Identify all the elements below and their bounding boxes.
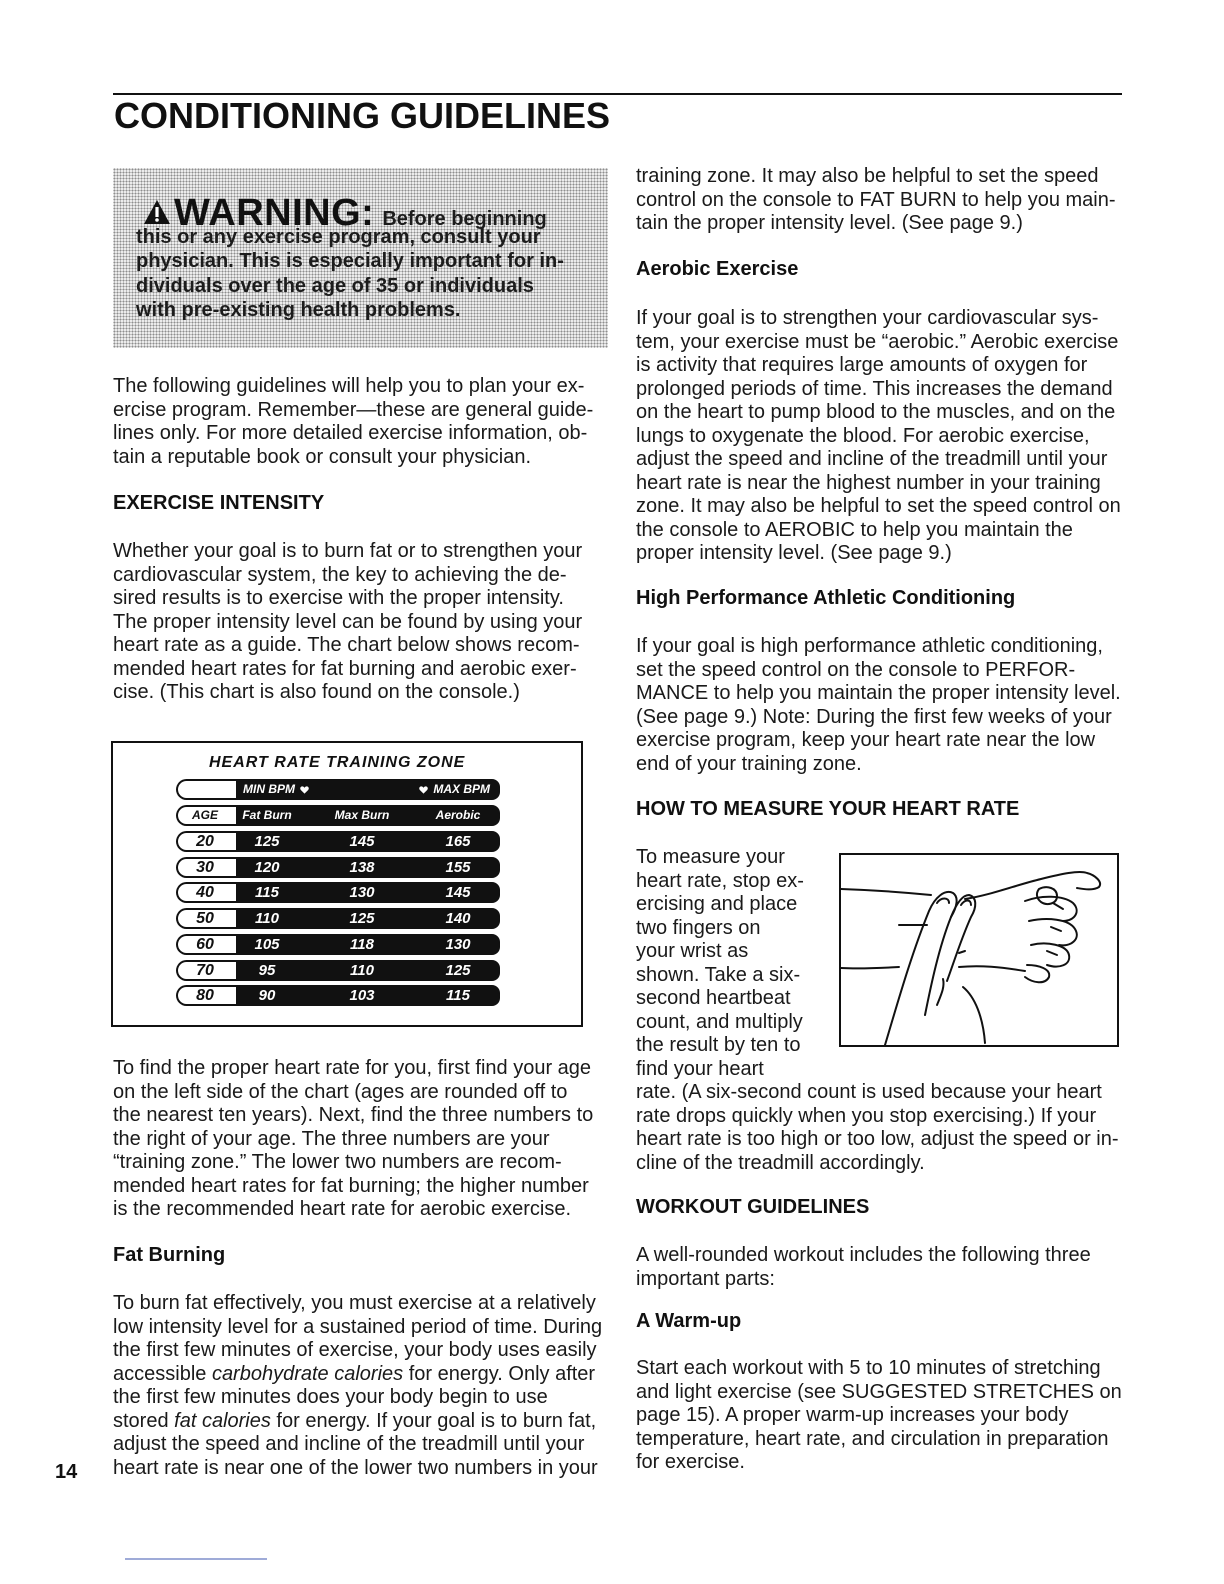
aerobic-exercise-heading: Aerobic Exercise: [636, 258, 799, 280]
max-burn-header: Max Burn: [334, 808, 390, 822]
heart-icon: [419, 786, 428, 794]
age-value: 40: [176, 882, 238, 903]
max-burn-value: 138: [349, 858, 375, 876]
values-bar: [236, 882, 500, 903]
fat-burn-value: 90: [258, 987, 276, 1005]
warning-label: WARNING:: [174, 192, 375, 234]
values-bar: [236, 985, 500, 1006]
chart-row: [176, 960, 500, 981]
workout-guidelines-heading: WORKOUT GUIDELINES: [636, 1196, 870, 1218]
warm-up-paragraph: Start each workout with 5 to 10 minutes of stretching and light exercise (see SUGGESTED STRETCHES on page 15). A proper warm-up increases your body temperature, heart rate, and circulation in preparation for exercise.: [636, 1357, 1122, 1473]
age-value: 60: [176, 934, 238, 955]
max-burn-value: 103: [349, 987, 375, 1005]
fat-burn-value: 125: [254, 833, 280, 850]
page-number: 14: [55, 1461, 78, 1483]
max-burn-value: 145: [349, 833, 375, 850]
high-performance-heading: High Performance Athletic Conditioning: [636, 587, 1016, 609]
aerobic-value: 155: [445, 858, 471, 876]
values-bar: [236, 960, 500, 981]
age-value: 80: [176, 985, 238, 1006]
aerobic-value: 115: [446, 987, 470, 1005]
page-title: CONDITIONING GUIDELINES: [114, 95, 611, 136]
max-burn-value: 110: [350, 961, 374, 979]
age-value: 30: [176, 857, 238, 878]
max-burn-value: 130: [349, 884, 375, 902]
heart-icon: [300, 786, 309, 794]
fat-burn-value: 110: [255, 910, 279, 928]
fat-burn-value: 105: [254, 935, 280, 953]
chart-row: [176, 908, 500, 929]
aerobic-value: 165: [445, 833, 471, 850]
chart-row: [176, 857, 500, 878]
max-bpm-group: [414, 779, 490, 800]
chart-row: [176, 882, 500, 903]
age-value: 20: [176, 831, 238, 852]
intro-paragraph: The following guidelines will help you to plan your ex- ercise program. Remember—these are general guide- lines only. For more detailed exercise information, ob- tain a reputable book or consult your physician.: [113, 375, 594, 468]
measure-heart-rate-heading: HOW TO MEASURE YOUR HEART RATE: [636, 798, 1020, 820]
warning-box: [113, 168, 608, 348]
chart-row: [176, 934, 500, 955]
values-bar: [236, 934, 500, 955]
chart-row: [176, 985, 500, 1006]
fat-burning-text: for energy. Only after the first few minutes does your body begin to use stored: [113, 1362, 596, 1432]
min-bpm-group: [243, 779, 314, 800]
fat-burn-header: Fat Burn: [242, 808, 292, 822]
high-performance-paragraph: If your goal is high performance athletic conditioning, set the speed control on the console to PERFOR- MANCE to help you maintain the proper intensity level. (See page 9.) Note: During the first few weeks of your exercise program, keep your heart rate near the low end of your training zone.: [636, 635, 1121, 775]
aerobic-value: 140: [445, 910, 471, 928]
fat-calories-emphasis: fat calories: [174, 1409, 271, 1432]
wrist-pulse-illustration: [839, 853, 1119, 1047]
measure-heart-rate-paragraph: To measure your heart rate, stop ex- ercising and place two fingers on your wrist as shown. Take a six- second heartbeat count, and multiply the result by ten to find your heart rate. (A six-second count is used because your heart rate drops quickly when you stop exercising.) If your heart rate is too high or too low, adjust the speed or in- cline of the treadmill accordingly.: [636, 846, 1119, 1174]
fat-burning-heading: Fat Burning: [113, 1244, 226, 1266]
aerobic-exercise-paragraph: If your goal is to strengthen your cardiovascular sys- tem, your exercise must be “aerobic.” Aerobic exercise is activity that requires large amounts of oxygen for prolonged periods of time. This increases the demand on the heart to pump blood to the muscles, and on the lungs to oxygenate the blood. For aerobic exercise, adjust the speed and incline of the treadmill until your heart rate is near the highest number in your training zone. It may also be helpful to set the speed control on the console to AEROBIC to help you maintain the proper intensity level. (See page 9.): [636, 307, 1121, 564]
exercise-intensity-paragraph: Whether your goal is to burn fat or to strengthen your cardiovascular system, the key to achieving the de- sired results is to exercise with the proper intensity. The proper intensity level can be found by using your heart rate as a guide. The chart below shows recom- mended heart rates for fat burning and aerobic exer- cise. (This chart is also found on the console.): [113, 540, 583, 703]
max-burn-value: 118: [350, 935, 374, 953]
warning-triangle-icon: [143, 199, 171, 225]
age-value: 50: [176, 908, 238, 929]
aerobic-value: 145: [445, 884, 471, 902]
max-bpm-label: MAX BPM: [433, 782, 490, 796]
carbohydrate-calories-emphasis: carbohydrate calories: [211, 1362, 404, 1385]
aerobic-value: 125: [445, 961, 471, 979]
header-bar: [236, 805, 500, 826]
chart-row: [176, 831, 500, 852]
training-zone-continued-paragraph: training zone. It may also be helpful to set the speed control on the console to FAT BURN to help you main- tain the proper intensity level. (See page 9.): [636, 165, 1116, 234]
warning-body: this or any exercise program, consult your physician. This is especially important for in- dividuals over the age of 35 or individuals with pre-existing health problems.: [136, 226, 564, 321]
training-zone-paragraph: To find the proper heart rate for you, first find your age on the left side of the chart (ages are rounded off to the nearest ten years). Next, find the three numbers to the right of your age. The three numbers are your “training zone.” The lower two numbers are recom- mended heart rates for fat burning; the higher number is the recommended heart rate for aerobic exercise.: [113, 1057, 594, 1220]
scan-edge-line: [125, 1558, 267, 1560]
workout-guidelines-paragraph: A well-rounded workout includes the following three important parts:: [636, 1244, 1091, 1290]
warning-lead-text: Before beginning: [382, 208, 547, 230]
aerobic-header: Aerobic: [435, 808, 481, 822]
fat-burning-text: for energy. If your goal is to burn fat, adjust the speed and incline of the treadmill until your heart rate is near one of the lower two numbers in your: [113, 1409, 598, 1479]
values-bar: [236, 831, 500, 852]
chart-title: HEART RATE TRAINING ZONE: [209, 754, 466, 771]
max-burn-value: 125: [349, 910, 375, 928]
column-header-row: [176, 805, 500, 826]
fat-burn-value: 95: [258, 961, 276, 979]
warm-up-heading: A Warm-up: [636, 1310, 742, 1332]
heart-rate-chart: [111, 741, 583, 1027]
fat-burn-value: 120: [254, 858, 280, 876]
fat-burning-paragraph: [113, 1292, 602, 1480]
bpm-label-row: [176, 779, 500, 800]
fat-burning-text: To burn fat effectively, you must exercise at a relatively low intensity level for a sustained period of time. During the first few minutes of exercise, your body uses easily accessible: [113, 1292, 603, 1385]
age-header: AGE: [176, 805, 238, 826]
min-bpm-label: MIN BPM: [243, 782, 295, 796]
values-bar: [236, 857, 500, 878]
aerobic-value: 130: [445, 935, 471, 953]
empty-pill: [176, 779, 238, 800]
values-bar: [236, 908, 500, 929]
age-value: 70: [176, 960, 238, 981]
bpm-bar: [236, 779, 500, 800]
exercise-intensity-heading: EXERCISE INTENSITY: [113, 492, 325, 514]
fat-burn-value: 115: [255, 884, 279, 902]
